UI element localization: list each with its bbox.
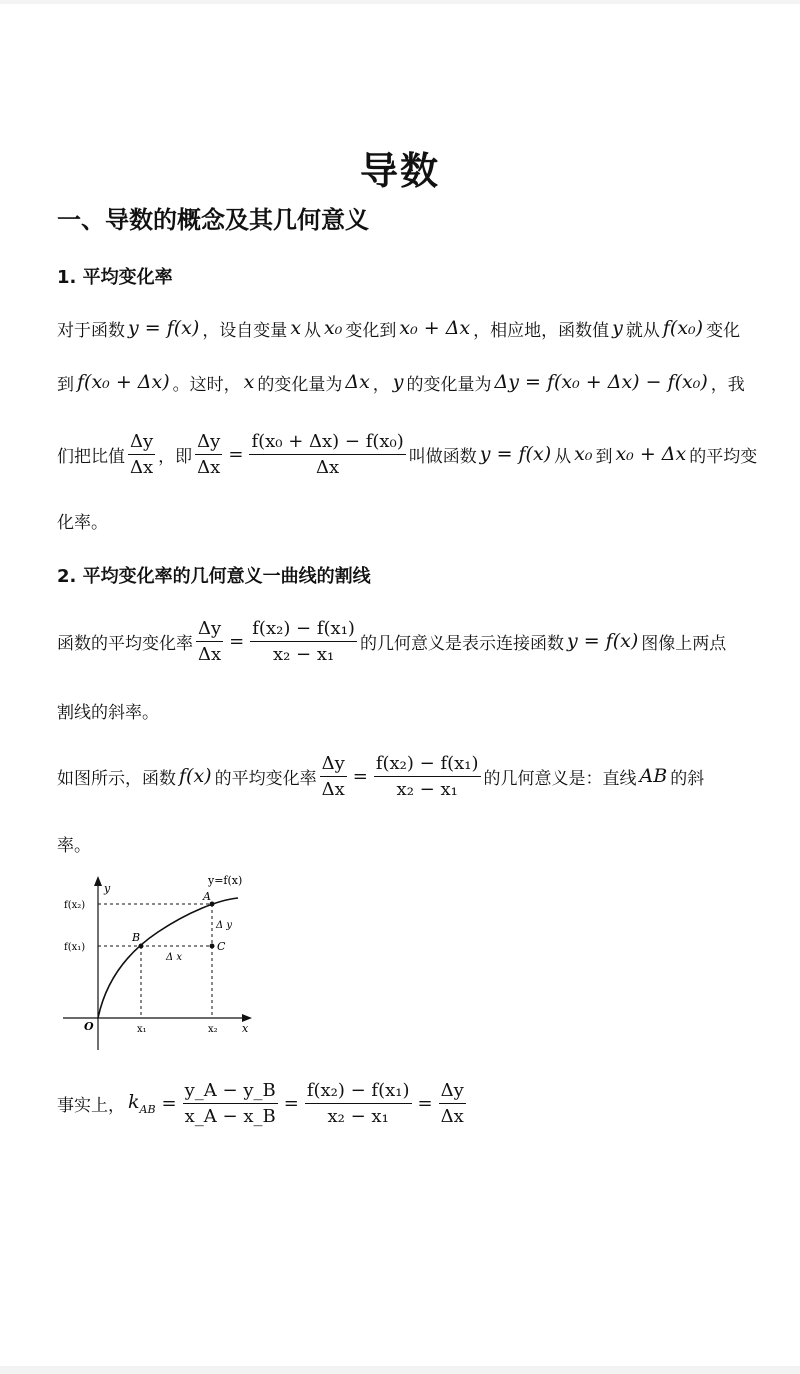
denominator: x₂ − x₁ [396,778,458,800]
math-expr: x₀ [574,443,593,465]
math-expr: Δx [345,371,370,393]
text: 的几何意义是表示连接函数 [359,633,564,654]
math-var: y [392,371,404,393]
point-c-dot [210,944,215,949]
equals-sign: = [161,1092,177,1114]
math-expr: y = f(x) [566,630,639,652]
denominator: x₂ − x₁ [272,643,335,665]
delta-y-label: Δ y [216,920,233,931]
text: 变化 [706,320,741,341]
text: 。这时， [172,374,241,395]
numerator: y_A − y_B [183,1080,278,1104]
paragraph-line [57,690,159,730]
denominator: Δx [130,456,154,478]
bottom-edge [0,1366,800,1374]
text: 叫做函数 [408,446,477,467]
text: 的斜 [670,768,705,789]
text: 函数的平均变化率 [57,633,193,654]
equals-sign: = [417,1092,433,1114]
math-expr: Δy = f(x₀ + Δx) − f(x₀) [494,371,708,393]
denominator: x_A − x_B [184,1105,276,1127]
paragraph-line [57,308,740,348]
numerator: Δy [195,431,222,455]
equals-sign: = [228,443,244,465]
text: 的变化量为 [406,374,492,395]
x-axis-label: x [242,1022,249,1035]
denominator: Δx [316,456,340,478]
math-var: x [243,371,255,393]
text: 的平均变化率 [214,768,317,789]
delta-x-label: Δ x [166,952,183,963]
fraction [305,1080,412,1127]
x2-label: x₂ [208,1024,218,1035]
paragraph-line [57,612,726,670]
text: ，即 [158,446,193,467]
subsection-heading-1: 1. 平均变化率 [57,267,173,288]
secant-graph [58,870,258,1055]
text: 到 [57,374,74,395]
math-expr: x₀ + Δx [399,317,471,339]
math-expr: x₀ [324,317,343,339]
fx1-label: f(x₁) [64,942,86,953]
denominator: Δx [197,456,221,478]
text: 的变化量为 [257,374,343,395]
origin-label: O [84,1020,94,1033]
numerator: Δy [128,431,155,455]
math-expr: AB [639,765,668,787]
point-c-label: C [217,940,226,953]
top-edge [0,0,800,4]
y-axis-arrow-icon [94,876,102,886]
math-var: y [612,317,623,339]
equals-sign: = [283,1092,299,1114]
text: 的几何意义是：直线 [483,768,637,789]
equals-sign: = [229,630,245,652]
x1-label: x₁ [137,1024,147,1035]
fx2-label: f(x₂) [64,900,86,911]
denominator: x₂ − x₁ [327,1105,389,1127]
fraction [128,431,155,478]
denominator: Δx [440,1105,464,1127]
text: 化率。 [57,512,108,533]
paragraph-line [57,362,745,402]
text: 率。 [57,835,91,856]
document-title: 导数 [359,149,440,193]
fraction [374,753,481,800]
text: 的平均变 [689,446,758,467]
curve-label: y=f(x) [208,874,243,887]
numerator: Δy [320,753,347,777]
text: 对于函数 [57,320,125,341]
paragraph-line [57,500,108,540]
text: 变化到 [345,320,397,341]
paragraph-line [57,425,757,483]
text: 图像上两点 [641,633,727,654]
text: 到 [595,446,613,467]
y-axis-label: y [104,882,111,895]
point-b-label: B [132,931,141,944]
x-axis-arrow-icon [242,1014,252,1022]
text: ，设自变量 [202,320,288,341]
numerator: f(x₂) − f(x₁) [374,753,481,777]
numerator: Δy [196,618,223,642]
text: ，相应地，函数值 [473,320,610,341]
point-b-dot [139,944,144,949]
fraction [250,618,357,665]
denominator: Δx [198,643,222,665]
text: 事实上， [57,1095,125,1116]
denominator: Δx [321,778,345,800]
text: 从 [554,446,572,467]
paragraph-line [57,1074,469,1132]
numerator: f(x₂) − f(x₁) [250,618,357,642]
text: 如图所示，函数 [57,768,176,789]
text: 们把比值 [57,446,125,467]
fraction [183,1080,278,1127]
fraction [195,431,222,478]
text: 从 [304,320,322,341]
fraction [320,753,347,800]
fraction [196,618,223,665]
math-var: x [290,317,302,339]
fraction [249,431,405,478]
text: ， [372,374,390,395]
paragraph-line [57,747,704,805]
text: 割线的斜率。 [57,702,159,723]
fraction [439,1080,466,1127]
math-expr: $k_{AB}$ [128,1090,156,1116]
numerator: Δy [439,1080,466,1104]
math-expr: f(x₀) [662,317,704,339]
math-expr: x₀ + Δx [615,443,687,465]
math-expr: y = f(x) [479,443,552,465]
section-heading: 一、导数的概念及其几何意义 [57,206,369,234]
text: 就从 [625,320,660,341]
equals-sign: = [352,765,368,787]
math-expr: y = f(x) [128,317,200,339]
numerator: f(x₂) − f(x₁) [305,1080,412,1104]
numerator: f(x₀ + Δx) − f(x₀) [249,431,405,455]
paragraph-line [57,823,91,863]
math-expr: f(x) [179,765,212,787]
math-expr: f(x₀ + Δx) [77,371,170,393]
subsection-heading-2: 2. 平均变化率的几何意义一曲线的割线 [57,566,371,587]
point-a-label: A [203,890,211,903]
text: ，我 [710,374,745,395]
